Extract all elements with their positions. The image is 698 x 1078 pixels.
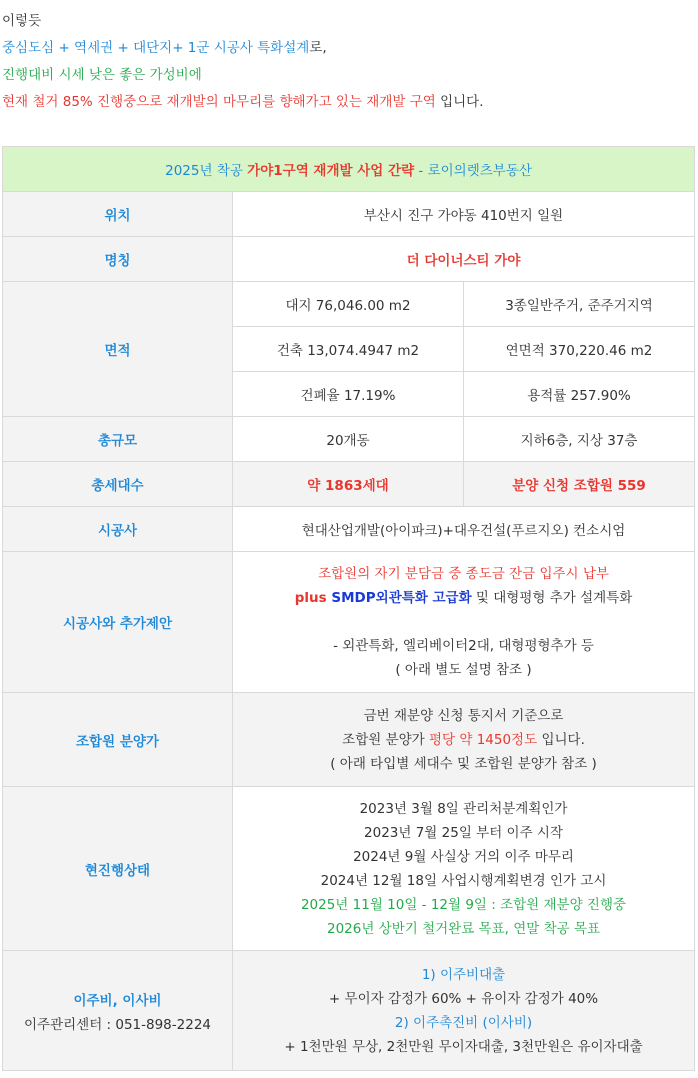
relocation-line-4: + 1천만원 무상, 2천만원 무이자대출, 3천만원은 유이자대출 (284, 1038, 643, 1055)
label-area: 면적 (3, 282, 233, 417)
table-row-households (3, 462, 695, 507)
value-coverage: 건폐율 17.19% (233, 372, 464, 417)
price-line-1: 금번 재분양 신청 통지서 기준으로 (363, 707, 564, 724)
intro-line-4-end: 입니다. (435, 94, 484, 110)
value-relocation (233, 951, 695, 1071)
value-zone: 3종일반주거, 준주거지역 (464, 282, 695, 327)
title-prefix: 2025년 착공 (165, 163, 248, 179)
title-highlight: 가야1구역 (247, 163, 309, 179)
value-buildings: 20개동 (233, 417, 464, 462)
proposal-line-1: 조합원의 자기 분담금 중 종도금 잔금 입주시 납부 (318, 566, 609, 582)
price-line-3: ( 아래 타입별 세대수 및 조합원 분양가 참조 ) (330, 755, 597, 772)
status-line-5: 2025년 11월 10일 - 12월 9일 : 조합원 재분양 진행중 (300, 896, 627, 913)
intro-line-2-end: 로, (309, 40, 327, 56)
status-line-2: 2023년 7월 25일 부터 이주 시작 (364, 824, 563, 841)
proposal-line-3: - 외관특화, 엘리베이터2대, 대형평형추가 등 (333, 638, 594, 654)
value-proposal (233, 552, 695, 693)
table-row-area-1 (3, 282, 695, 327)
table-row-proposal (3, 552, 695, 693)
status-line-3: 2024년 9월 사실상 거의 이주 마무리 (353, 848, 574, 865)
intro-line-1: 이렇듯 (2, 13, 42, 29)
table-row-price (3, 693, 695, 787)
proposal-line-2-end: 및 대형평형 추가 설계특화 (471, 590, 633, 606)
table-row-name (3, 237, 695, 282)
intro-highlight-red: 현재 철거 85% 진행중으로 재개발의 마무리를 향해가고 있는 재개발 구역 (2, 94, 436, 110)
value-floor-area: 연면적 370,220.46 m2 (464, 327, 695, 372)
title-suffix: - 로이의렛츠부동산 (414, 163, 532, 179)
table-header-row (3, 147, 695, 192)
label-proposal: 시공사와 추가제안 (3, 552, 233, 693)
title-mid: 재개발 사업 간략 (308, 163, 415, 179)
status-line-6: 2026년 상반기 철거완료 목표, 연말 착공 목표 (326, 920, 601, 937)
table-row-scale (3, 417, 695, 462)
relocation-line-3: 2) 이주촉진비 (이사비) (394, 1014, 533, 1031)
label-households: 총세대수 (3, 462, 233, 507)
value-name: 더 다이너스티 가야 (233, 237, 695, 282)
proposal-plus: plus (294, 590, 332, 606)
value-builder: 현대산업개발(아이파크)+대우건설(푸르지오) 컨소시엄 (233, 507, 695, 552)
intro-text (0, 0, 698, 116)
table-row-location (3, 192, 695, 237)
price-line-2-end: 입니다. (537, 731, 585, 748)
label-price: 조합원 분양가 (3, 693, 233, 787)
table-row-builder (3, 507, 695, 552)
relocation-label: 이주비, 이사비 (73, 992, 162, 1009)
table-title (3, 147, 695, 192)
price-line-2-start: 조합원 분양가 (342, 731, 429, 748)
label-builder: 시공사 (3, 507, 233, 552)
relocation-line-1: 1) 이주비대출 (421, 966, 506, 983)
label-status: 현진행상태 (3, 787, 233, 951)
value-status (233, 787, 695, 951)
proposal-line-4: ( 아래 별도 설명 참조 ) (395, 662, 532, 678)
relocation-line-2: + 무이자 감정가 60% + 유이자 감정가 40% (328, 990, 599, 1007)
value-households: 약 1863세대 (233, 462, 464, 507)
value-far: 용적률 257.90% (464, 372, 695, 417)
status-line-4: 2024년 12월 18일 사업시행계획변경 인가 고시 (320, 872, 607, 889)
label-relocation (3, 951, 233, 1071)
price-line-2 (233, 728, 694, 752)
table-row-status (3, 787, 695, 951)
proposal-line-2 (233, 586, 694, 610)
intro-line-2 (2, 35, 698, 62)
intro-highlight-blue: 중심도심 + 역세권 + 대단지+ 1군 시공사 특화설계 (2, 40, 310, 56)
label-location: 위치 (3, 192, 233, 237)
value-building: 건축 13,074.4947 m2 (233, 327, 464, 372)
price-highlight: 평당 약 1450정도 (429, 731, 538, 748)
value-floors: 지하6층, 지상 37층 (464, 417, 695, 462)
intro-line-3: 진행대비 시세 낮은 좋은 가성비에 (2, 67, 202, 83)
relocation-center: 이주관리센터 : 051-898-2224 (23, 1016, 211, 1033)
label-name: 명칭 (3, 237, 233, 282)
status-line-1: 2023년 3월 8일 관리처분계획인가 (359, 800, 568, 817)
proposal-highlight: SMDP외관특화 고급화 (331, 590, 472, 606)
value-members: 분양 신청 조합원 559 (464, 462, 695, 507)
project-info-table (2, 146, 695, 1071)
table-row-relocation (3, 951, 695, 1071)
value-land: 대지 76,046.00 m2 (233, 282, 464, 327)
value-price (233, 693, 695, 787)
proposal-spacer (233, 610, 694, 634)
label-scale: 총규모 (3, 417, 233, 462)
value-location: 부산시 진구 가야동 410번지 일원 (233, 192, 695, 237)
intro-line-4 (2, 89, 698, 116)
